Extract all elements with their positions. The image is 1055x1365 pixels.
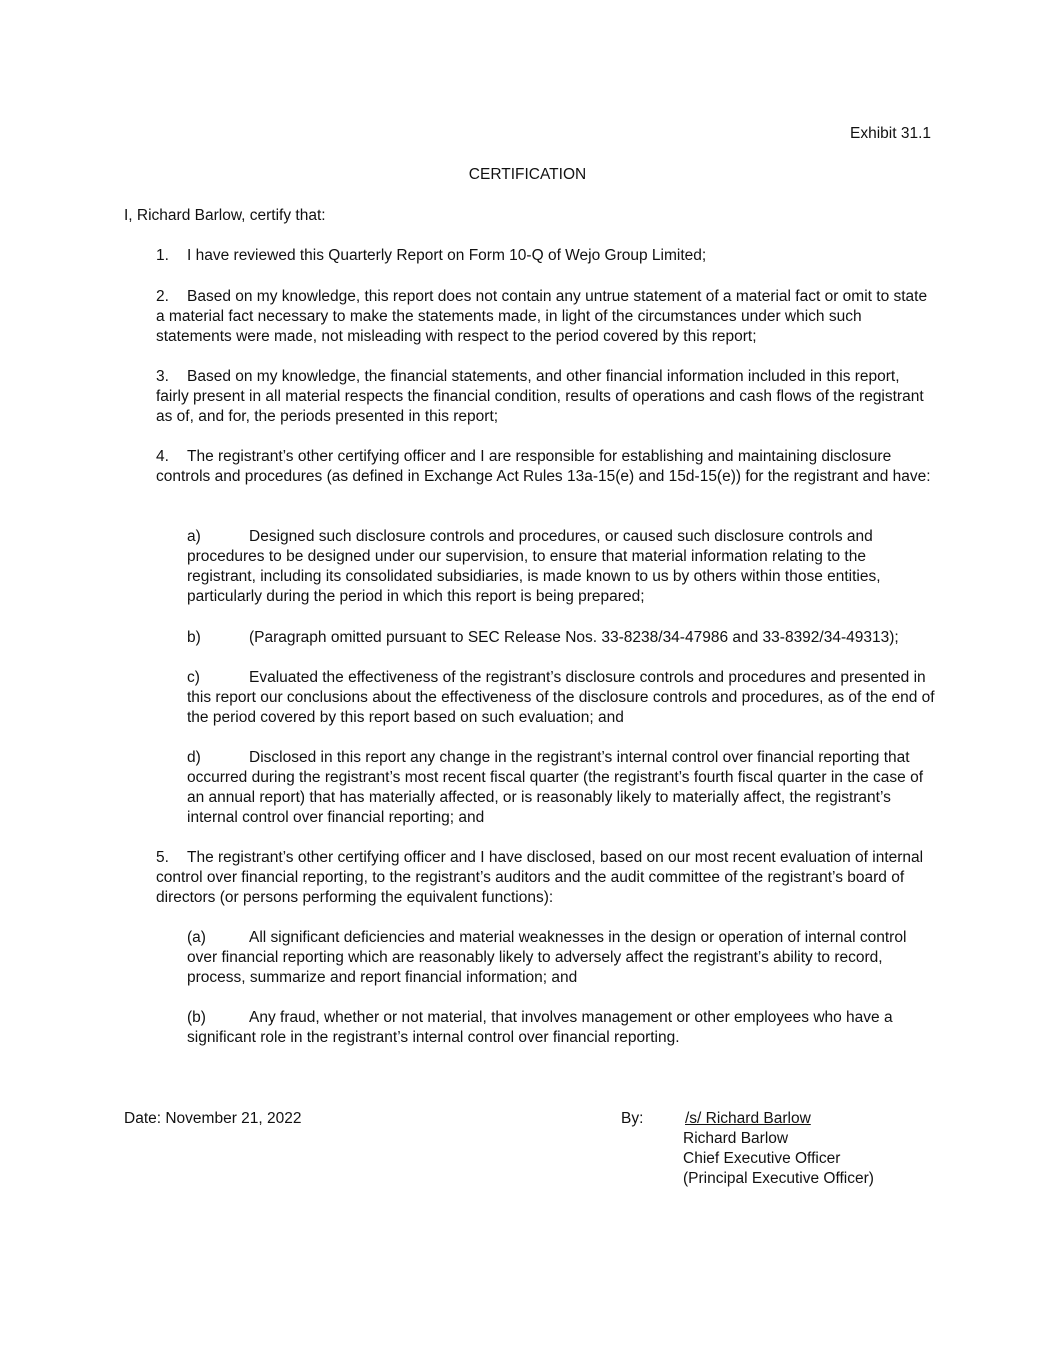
subparagraph-letter: (b) xyxy=(187,1009,206,1026)
paragraph-number: 4. xyxy=(156,448,169,465)
paragraph-number: 3. xyxy=(156,368,169,385)
signer-role: (Principal Executive Officer) xyxy=(683,1170,874,1187)
paragraph-text: Based on my knowledge, the financial statements, and other financial information included in this report, fairly present in all material respects the financial condition, results of operations and cash flows of the registrant as of, and for, the periods presented in this report; xyxy=(156,368,924,425)
paragraph-text: Based on my knowledge, this report does not contain any untrue statement of a material fact or omit to state a material fact necessary to make the statements made, in light of the circumstances under which such statements were made, not misleading with respect to the period covered by this report; xyxy=(156,288,928,345)
subparagraph-letter: c) xyxy=(187,669,200,686)
signature-line: /s/ Richard Barlow xyxy=(685,1110,811,1127)
subparagraph-4c xyxy=(187,668,935,728)
paragraph-text: The registrant’s other certifying officer and I have disclosed, based on our most recent evaluation of internal control over financial reporting, to the registrant’s auditors and the audit committee of the registrant’s board of directors (or persons performing the equivalent functions): xyxy=(156,849,924,906)
subparagraph-text: (Paragraph omitted pursuant to SEC Release Nos. 33-8238/34-47986 and 33-8392/34-49313); xyxy=(249,629,899,646)
subparagraph-4b xyxy=(187,628,935,648)
subparagraph-letter: b) xyxy=(187,629,201,646)
subparagraph-text: Evaluated the effectiveness of the registrant’s disclosure controls and procedures and presented in this report our conclusions about the effectiveness of the disclosure controls and procedures, as of the end of the period covered by this report based on such evaluation; and xyxy=(187,669,935,726)
paragraph-1 xyxy=(156,246,936,266)
signer-name: Richard Barlow xyxy=(683,1130,789,1147)
signature-by-label: By: xyxy=(621,1110,644,1127)
paragraph-2 xyxy=(156,287,936,347)
paragraph-5 xyxy=(156,848,936,908)
paragraph-text: The registrant’s other certifying officer and I are responsible for establishing and maintaining disclosure controls and procedures (as defined in Exchange Act Rules 13a-15(e) and 15d-15(e)) for the registrant and have: xyxy=(156,448,931,485)
subparagraph-letter: (a) xyxy=(187,929,206,946)
document-title: CERTIFICATION xyxy=(468,166,587,183)
paragraph-text: I have reviewed this Quarterly Report on Form 10-Q of Wejo Group Limited; xyxy=(187,247,707,264)
paragraph-4 xyxy=(156,447,936,487)
subparagraph-letter: a) xyxy=(187,528,201,545)
subparagraph-text: All significant deficiencies and material weaknesses in the design or operation of internal control over financial reporting which are reasonably likely to adversely affect the registrant’s ability to record, process, summarize and report financial information; and xyxy=(187,929,907,986)
subparagraph-text: Disclosed in this report any change in the registrant’s internal control over financial reporting that occurred during the registrant’s most recent fiscal quarter (the registrant’s fourth fiscal quarter in the case of an annual report) that has materially affected, or is reasonably likely to materially affect, the registrant’s internal control over financial reporting; and xyxy=(187,749,924,826)
paragraph-number: 1. xyxy=(156,247,169,264)
subparagraph-5b xyxy=(187,1008,935,1048)
signature-date: Date: November 21, 2022 xyxy=(124,1110,302,1127)
paragraph-3 xyxy=(156,367,936,427)
subparagraph-letter: d) xyxy=(187,749,201,766)
subparagraph-5a xyxy=(187,928,935,988)
subparagraph-4a xyxy=(187,527,935,607)
subparagraph-text: Designed such disclosure controls and procedures, or caused such disclosure controls and procedures to be designed under our supervision, to ensure that material information relating to the registrant, including its consolidated subsidiaries, is made known to us by others within those entities, particularly during the period in which this report is being prepared; xyxy=(187,528,881,605)
exhibit-number: Exhibit 31.1 xyxy=(850,125,931,142)
subparagraph-4d xyxy=(187,748,935,828)
subparagraph-text: Any fraud, whether or not material, that involves management or other employees who have a significant role in the registrant’s internal control over financial reporting. xyxy=(187,1009,893,1046)
paragraph-number: 5. xyxy=(156,849,169,866)
signer-title: Chief Executive Officer xyxy=(683,1150,841,1167)
paragraph-number: 2. xyxy=(156,288,169,305)
intro-statement: I, Richard Barlow, certify that: xyxy=(124,207,326,224)
signature-block xyxy=(683,1109,874,1189)
